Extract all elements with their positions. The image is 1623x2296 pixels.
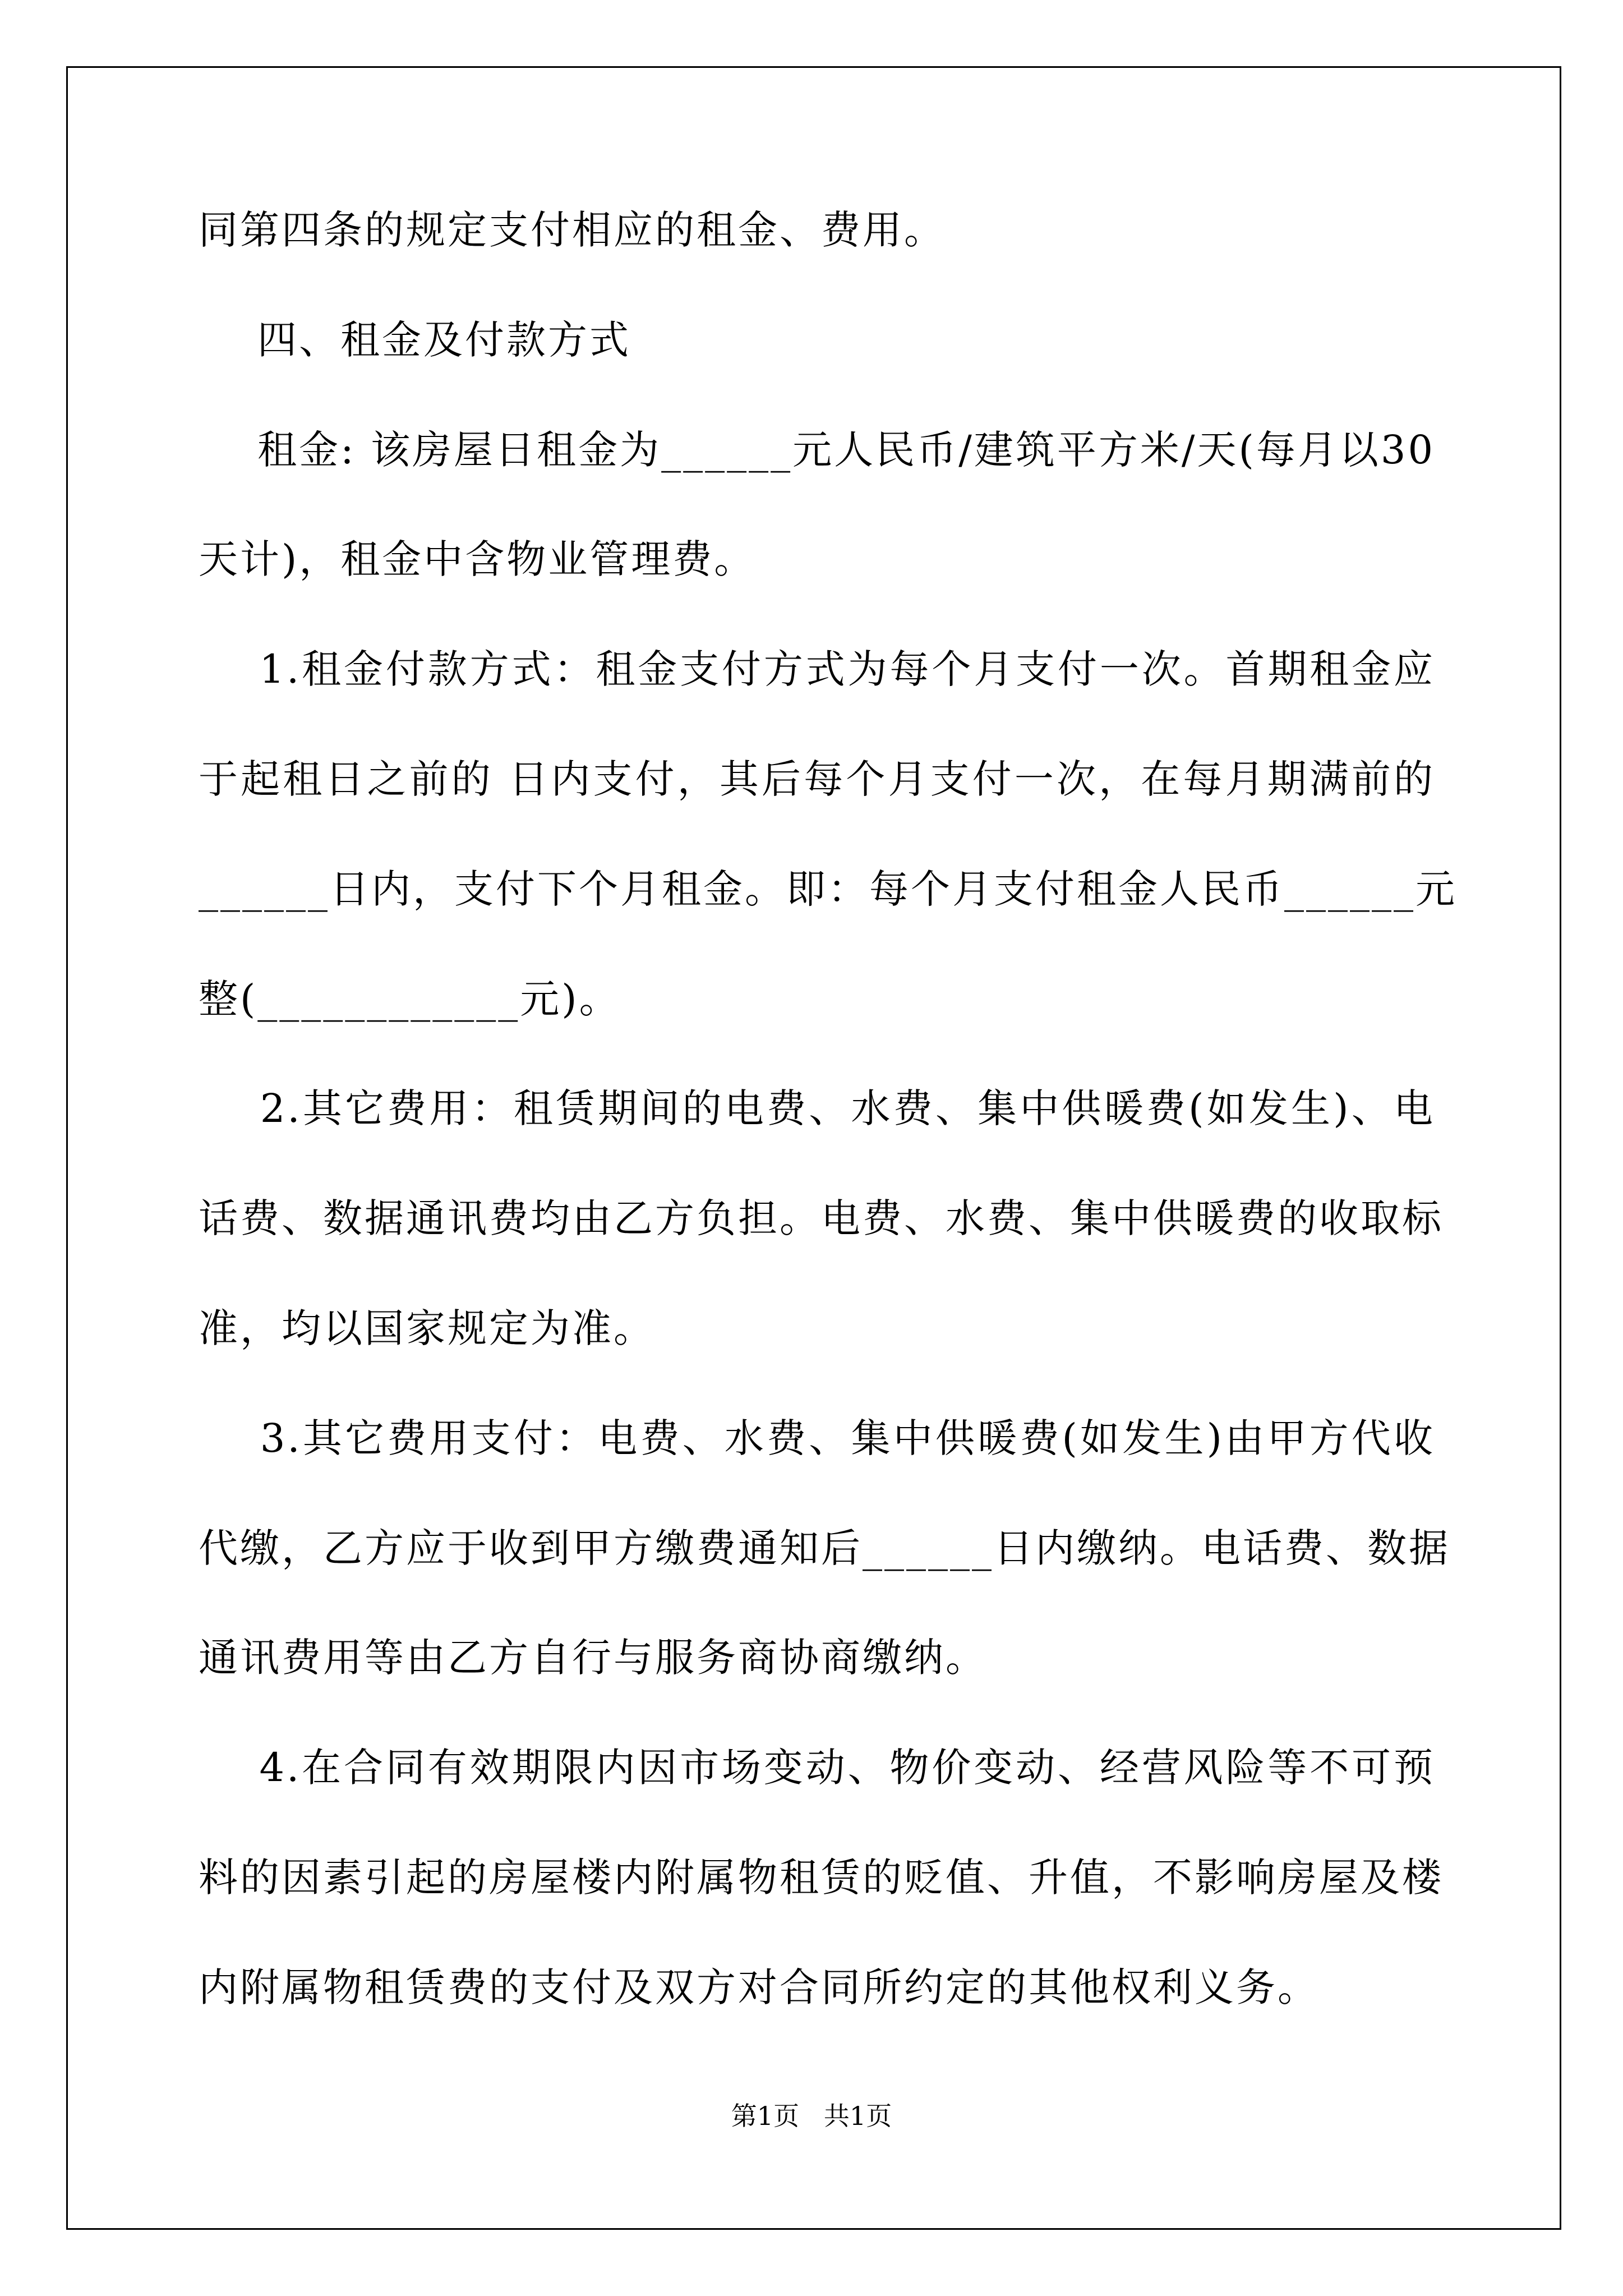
text-line: 4.在合同有效期限内因市场变动、物价变动、经营风险等不可预 — [199, 1745, 1435, 1791]
section-heading: 四、租金及付款方式 — [199, 317, 631, 363]
text-line: 通讯费用等由乙方自行与服务商协商缴纳。 — [199, 1635, 987, 1681]
text-line: 于起租日之前的 日内支付，其后每个月支付一次，在每月期满前的 — [199, 756, 1435, 802]
text-line: 整(____________元)。 — [199, 976, 621, 1022]
text-line: 租金: 该房屋日租金为______元人民币/建筑平方米/天(每月以30 — [199, 427, 1435, 473]
text-line: 准，均以国家规定为准。 — [199, 1305, 655, 1351]
text-line: 话费、数据通讯费均由乙方负担。电费、水费、集中供暖费的收取标 — [199, 1195, 1444, 1241]
text-line: 3.其它费用支付：电费、水费、集中供暖费(如发生)由甲方代收 — [199, 1415, 1435, 1461]
text-line: ______日内，支付下个月租金。即：每个月支付租金人民币______元 — [199, 866, 1457, 912]
text-line: 2.其它费用：租赁期间的电费、水费、集中供暖费(如发生)、电 — [199, 1085, 1435, 1131]
page-number-footer: 第1页 共1页 — [731, 2101, 892, 2131]
text-line: 天计)，租金中含物业管理费。 — [199, 536, 756, 582]
text-line: 代缴，乙方应于收到甲方缴费通知后______日内缴纳。电话费、数据 — [199, 1525, 1450, 1571]
text-line: 料的因素引起的房屋楼内附属物租赁的贬值、升值，不影响房屋及楼 — [199, 1855, 1444, 1901]
text-line: 同第四条的规定支付相应的租金、费用。 — [199, 207, 946, 253]
text-line: 1.租金付款方式：租金支付方式为每个月支付一次。首期租金应 — [199, 646, 1435, 692]
text-line: 内附属物租赁费的支付及双方对合同所约定的其他权利义务。 — [199, 1964, 1319, 2010]
